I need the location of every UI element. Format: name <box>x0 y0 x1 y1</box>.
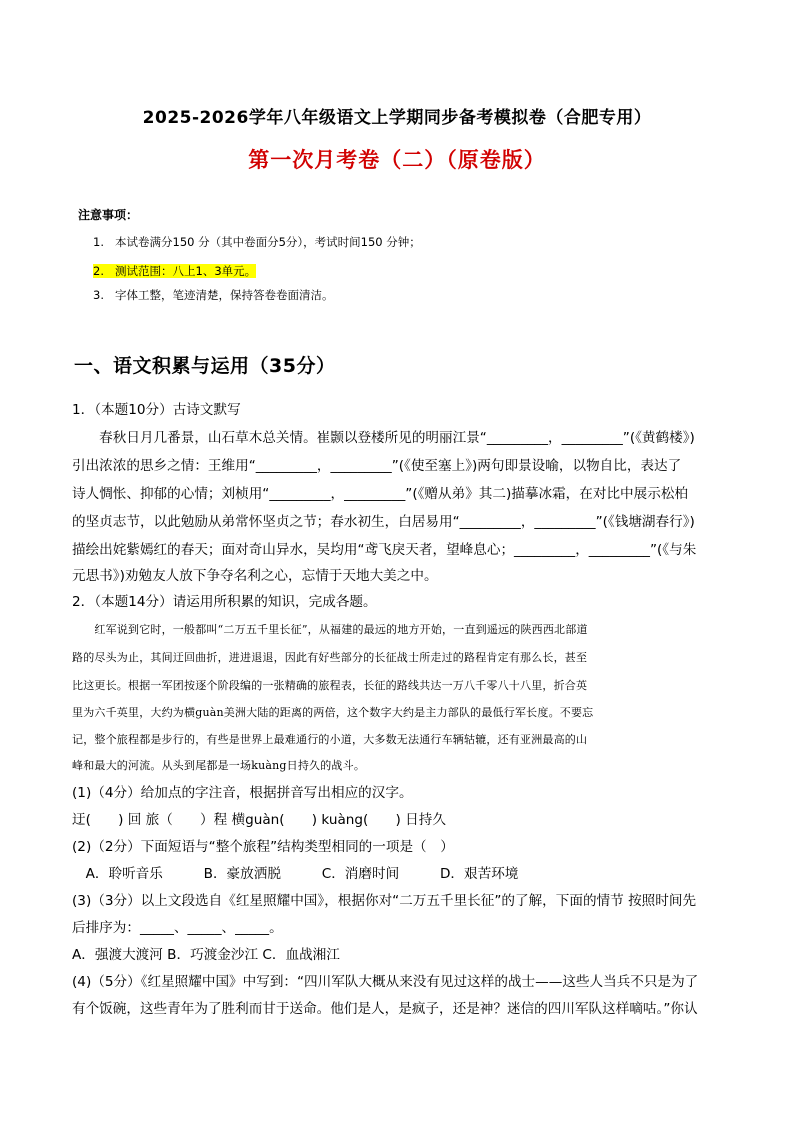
passage-line: 红军说到它时，一般都叫“二万五千里长征”，从福建的最远的地方开始，一直到遥远的陕西西北部道 <box>72 623 588 636</box>
q2-sub1: (1)（4分）给加点的字注音，根据拼音写出相应的汉字。 <box>72 785 413 801</box>
q2-sub4-line: 有个饭碗，这些青年为了胜利而甘于送命。他们是人，是疯子，还是神？迷信的四川军队这样嘀咕。”你认 <box>72 1001 698 1017</box>
q1-line: 诗人惆怅、抑郁的心情；刘桢用“_________，_________”(《赠从弟》其二)描摹冰霜，在对比中展示松柏 <box>72 486 689 502</box>
q1-line: 元思书》)劝勉友人放下争夺名利之心，忘情于天地大美之中。 <box>72 568 438 584</box>
q2-sub1-blanks: 迂( ) 回 旅（ ）程 横guàn( ) kuàng( ) 日持久 <box>72 812 446 828</box>
passage-line: 比这更长。根据一军团按逐个阶段编的一张精确的旅程表，长征的路线共达一万八千零八十八里，折合英 <box>72 679 588 692</box>
passage-line: 峰和最大的河流。从头到尾都是一场kuàng日持久的战斗。 <box>72 759 366 772</box>
q2-head: 2．（本题14分）请运用所积累的知识，完成各题。 <box>72 594 377 610</box>
passage-line: 记，整个旅程都是步行的，有些是世界上最难通行的小道，大多数无法通行车辆轱辘，还有亚洲最高的山 <box>72 733 588 746</box>
q2-sub3: (3)（3分）以上文段选自《红星照耀中国》，根据你对“二万五千里长征”的了解，下面的情节 按照时间先 <box>72 893 697 909</box>
q2-sub4: (4)（5分）《红星照耀中国》中写到：“四川军队大概从来没有见过这样的战士——这些人当兵不只是为了 <box>72 974 699 990</box>
section-heading: 一、语文积累与运用（35分） <box>74 355 336 377</box>
passage-line: 路的尽头为止，其间迂回曲折，进进退退，因此有好些部分的长征战士所走过的路程肯定有那么长，甚至 <box>72 651 588 664</box>
exam-subtitle: 第一次月考卷（二）（原卷版） <box>248 148 546 172</box>
q2-sub2-options: A．聆听音乐 B．豪放洒脱 C．消磨时间 D．艰苦环境 <box>72 866 519 882</box>
q1-line: 描绘出姹紫嫣红的春天；面对奇山异水，吴均用“鸢飞戾天者，望峰息心；_________，_________”(《与朱 <box>72 542 697 558</box>
notes-heading: 注意事项： <box>78 208 139 222</box>
q2-sub3-line: 后排序为：_____、_____、_____。 <box>72 920 283 936</box>
q2-sub3-options: A．强渡大渡河 B．巧渡金沙江 C．血战湘江 <box>72 947 340 963</box>
passage-line: 里为六千英里，大约为横guàn美洲大陆的距离的两倍，这个数字大约是主力部队的最低行军长度。不要忘 <box>72 706 594 719</box>
q2-sub2: (2)（2分）下面短语与“整个旅程”结构类型相同的一项是（ ） <box>72 839 454 855</box>
q1-line: 的坚贞志节，以此勉励从弟常怀坚贞之节；春水初生，白居易用“_________，_________”(《钱塘湖春行》) <box>72 514 695 530</box>
q1-line: 春秋日月几番景，山石草木总关情。崔颢以登楼所见的明丽江景“_________，_________”(《黄鹤楼》) <box>72 430 695 446</box>
note-item-3: 3. 字体工整，笔迹清楚，保持答卷卷面清洁。 <box>93 288 334 302</box>
q1-head: 1．（本题10分）古诗文默写 <box>72 402 241 418</box>
exam-title: 2025-2026学年八年级语文上学期同步备考模拟卷（合肥专用） <box>142 108 652 128</box>
note-item-2: 2. 测试范围：八上1、3单元。 <box>93 264 257 278</box>
q1-line: 引出浓浓的思乡之情：王维用“_________，_________”(《使至塞上》)两句即景设喻，以物自比，表达了 <box>72 458 682 474</box>
note-item-1: 1. 本试卷满分150 分（其中卷面分5分），考试时间150 分钟； <box>93 235 421 249</box>
